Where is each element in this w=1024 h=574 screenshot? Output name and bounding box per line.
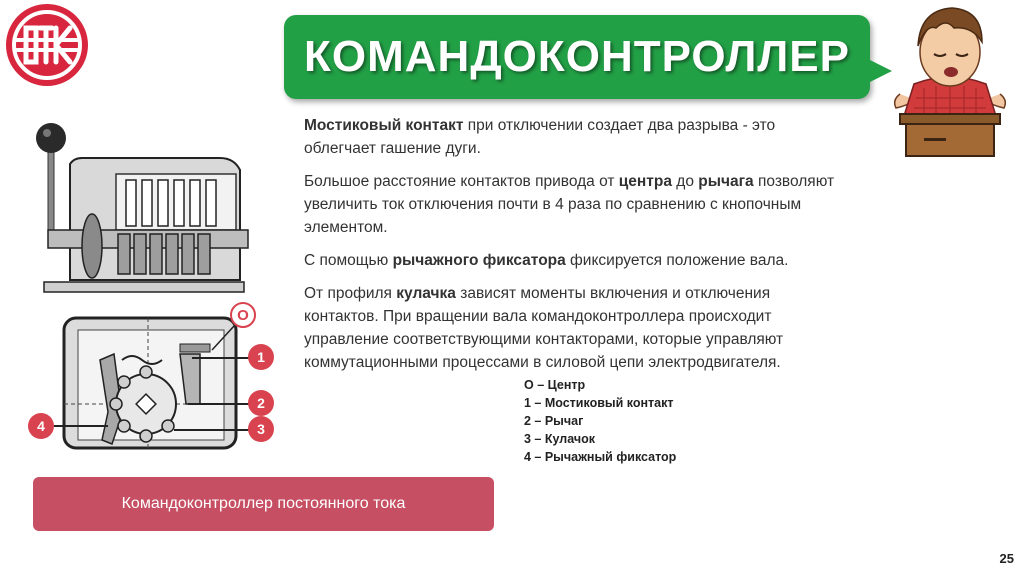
term-bridge-contact: Мостиковый контакт: [304, 117, 464, 134]
paragraph-1-text: при отключении создает два разрыва - это облегчает гашение дуги.: [304, 117, 776, 157]
badge-2: [248, 390, 274, 416]
badge-1: [248, 344, 274, 370]
badge-1-label: 1: [257, 349, 265, 365]
paragraph-3-text-c: фиксируется положение вала.: [565, 252, 789, 269]
paragraph-4-text-c: зависят моменты включения и отключения контактов. При вращении вала командоконтроллера происходит управление соответствующими контакторами, которые управляют коммутационными процессами в силовой цепи электродвигателя.: [304, 285, 784, 371]
title-banner: [284, 15, 870, 99]
teacher-illustration: [880, 2, 1020, 160]
term-cam: кулачка: [396, 285, 456, 302]
device-side-view-image: [34, 118, 262, 300]
badge-3-label: 3: [257, 421, 265, 437]
paragraph-fixator: [304, 249, 844, 272]
badge-center-label: О: [237, 306, 249, 324]
company-logo: [4, 2, 90, 88]
paragraph-3-text-a: С помощью: [304, 252, 393, 269]
legend-item: 1 – Мостиковый контакт: [524, 396, 674, 410]
paragraph-2-text-d: позволяют увеличить ток отключения почти в 4 раза по сравнению с кнопочным элементом.: [304, 173, 835, 236]
paragraph-2-text-a: Большое расстояние контактов привода от: [304, 173, 619, 190]
legend-item: 4 – Рычажный фиксатор: [524, 450, 677, 464]
legend-item: О – Центр: [524, 378, 586, 392]
page-number: 25: [999, 551, 1014, 566]
paragraph-bridge-contact: [304, 114, 844, 160]
caption-box: [33, 477, 494, 531]
page-title: КОМАНДОКОНТРОЛЛЕР: [304, 32, 850, 81]
badge-3: [248, 416, 274, 442]
legend-list: [524, 376, 676, 466]
term-center: центра: [618, 173, 672, 190]
paragraph-2-text-c: до: [671, 173, 699, 190]
body-text: [304, 114, 844, 384]
legend-item: 2 – Рычаг: [524, 414, 584, 428]
badge-2-label: 2: [257, 395, 265, 411]
paragraph-cam: [304, 282, 844, 374]
term-lever: рычага: [698, 173, 754, 190]
legend-item: 3 – Кулачок: [524, 432, 595, 446]
badge-center: [230, 302, 256, 328]
badge-4-label: 4: [37, 418, 45, 434]
badge-4: [28, 413, 54, 439]
term-lever-fixator: рычажного фиксатора: [392, 252, 566, 269]
paragraph-distance: [304, 170, 844, 239]
caption-text: Командоконтроллер постоянного тока: [121, 495, 406, 512]
paragraph-4-text-a: От профиля: [304, 285, 397, 302]
